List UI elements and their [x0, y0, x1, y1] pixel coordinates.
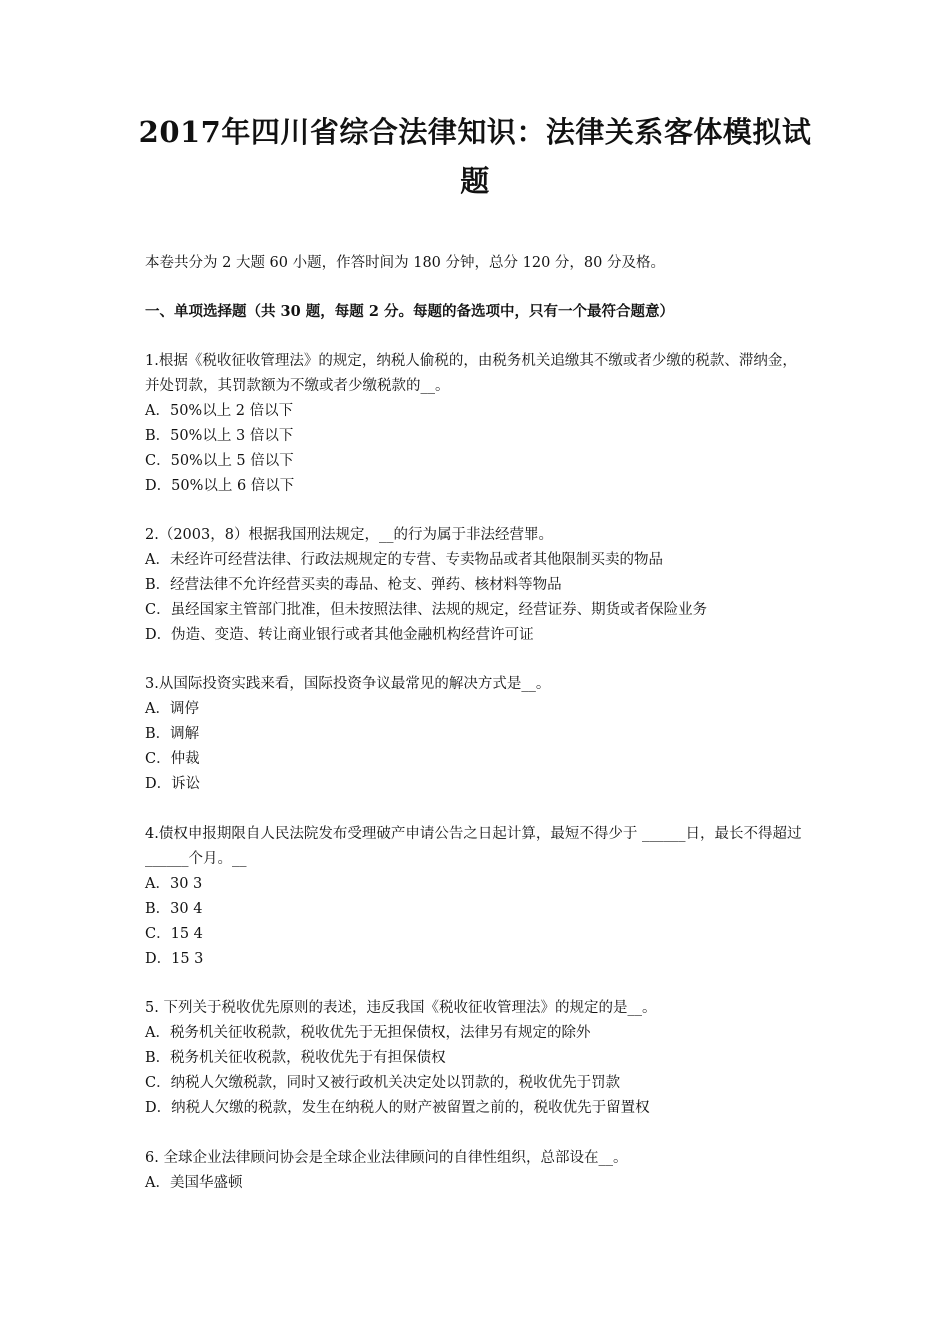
option-a: A．税务机关征收税款，税收优先于无担保债权，法律另有规定的除外: [145, 1025, 591, 1041]
option-c: C．15 4: [145, 926, 203, 942]
option-b: B．税务机关征收税款，税收优先于有担保债权: [145, 1050, 446, 1066]
option-d: D．50%以上 6 倍以下: [145, 478, 295, 494]
option-d: D．纳税人欠缴的税款，发生在纳税人的财产被留置之前的，税收优先于留置权: [145, 1100, 650, 1116]
option-d: D．15 3: [145, 951, 204, 967]
option-b: B．30 4: [145, 901, 203, 917]
question-1: [145, 349, 810, 499]
question-6: [145, 1146, 810, 1196]
option-a: A．30 3: [145, 876, 203, 892]
question-stem: 2.（2003，8）根据我国刑法规定，__的行为属于非法经营罪。: [145, 527, 553, 543]
question-3: [145, 672, 810, 797]
option-a: A．未经许可经营法律、行政法规规定的专营、专卖物品或者其他限制买卖的物品: [145, 552, 663, 568]
option-b: B．50%以上 3 倍以下: [145, 428, 294, 444]
option-a: A．调停: [145, 701, 199, 717]
question-stem: 1.根据《税收征收管理法》的规定，纳税人偷税的，由税务机关追缴其不缴或者少缴的税款、滞纳金，并处罚款，其罚款额为不缴或者少缴税款的__。: [145, 353, 797, 394]
question-stem: 4.债权申报期限自人民法院发布受理破产申请公告之日起计算，最短不得少于 ______日，最长不得超过______个月。__: [145, 826, 802, 867]
option-a: A．50%以上 2 倍以下: [145, 403, 294, 419]
option-c: C．纳税人欠缴税款，同时又被行政机关决定处以罚款的，税收优先于罚款: [145, 1075, 621, 1091]
question-5: [145, 996, 810, 1121]
question-stem: 5. 下列关于税收优先原则的表述，违反我国《税收征收管理法》的规定的是__。: [145, 1000, 657, 1016]
option-c: C．虽经国家主管部门批准，但未按照法律、法规的规定，经营证券、期货或者保险业务: [145, 602, 708, 618]
question-2: [145, 523, 810, 648]
question-stem: 6. 全球企业法律顾问协会是全球企业法律顾问的自律性组织，总部设在__。: [145, 1150, 628, 1166]
option-a: A．美国华盛顿: [145, 1175, 243, 1191]
question-stem: 3.从国际投资实践来看，国际投资争议最常见的解决方式是__。: [145, 676, 551, 692]
option-b: B．经营法律不允许经营买卖的毒品、枪支、弹药、核材料等物品: [145, 577, 562, 593]
option-c: C．仲裁: [145, 751, 200, 767]
page-title: [120, 108, 830, 206]
title-line-1: 2017年四川省综合法律知识：法律关系客体模拟试: [138, 115, 812, 149]
option-d: D．诉讼: [145, 776, 201, 792]
option-b: B．调解: [145, 726, 200, 742]
exam-intro: 本卷共分为 2 大题 60 小题，作答时间为 180 分钟，总分 120 分，80 分及格。: [145, 255, 665, 271]
title-line-2: 题: [460, 164, 490, 198]
question-4: [145, 822, 810, 972]
option-d: D．伪造、变造、转让商业银行或者其他金融机构经营许可证: [145, 627, 534, 643]
section-heading: 一、单项选择题（共 30 题，每题 2 分。每题的备选项中，只有一个最符合题意）: [145, 303, 674, 320]
option-c: C．50%以上 5 倍以下: [145, 453, 294, 469]
